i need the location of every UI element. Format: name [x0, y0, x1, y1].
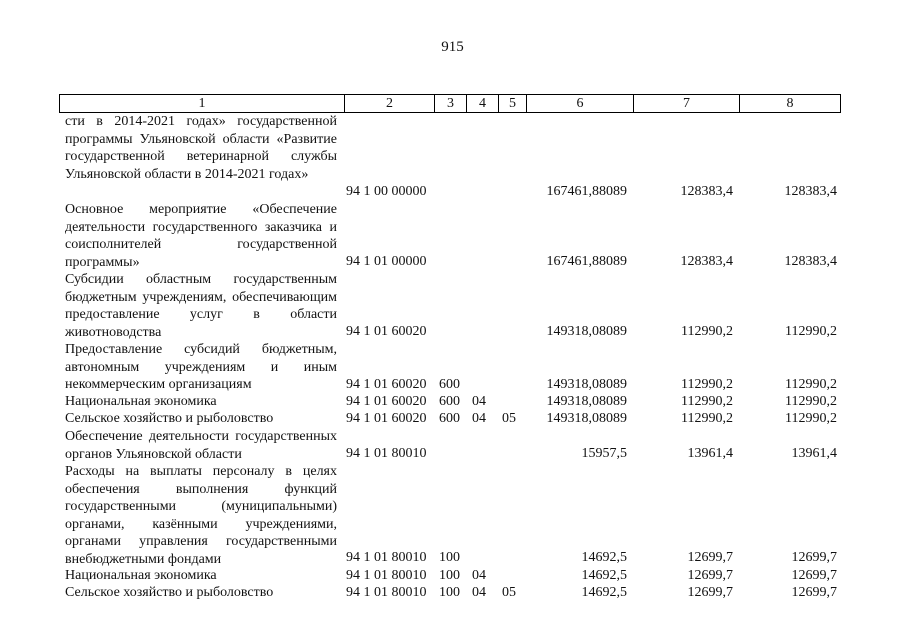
row-value-col6: 167461,88089	[546, 254, 627, 269]
header-col-4: 4	[467, 95, 499, 112]
page-number: 915	[441, 39, 464, 55]
row-description: Обеспечение деятельности государственных органов Ульяновской области	[65, 429, 337, 462]
row-target-code: 94 1 01 60020	[346, 377, 427, 392]
row-target-code: 94 1 01 80010	[346, 585, 427, 600]
row-description: Сельское хозяйство и рыболовство	[65, 585, 274, 600]
row-value-col7: 128383,4	[680, 254, 733, 269]
row-value-col6: 14692,5	[581, 585, 627, 600]
row-value-col8: 12699,7	[791, 585, 837, 600]
header-col-5: 5	[499, 95, 527, 112]
row-subsection: 05	[502, 585, 516, 600]
row-value-col6: 167461,88089	[546, 184, 627, 199]
row-value-col6: 14692,5	[581, 550, 627, 565]
row-target-code: 94 1 01 80010	[346, 446, 427, 461]
row-description: Национальная экономика	[65, 394, 217, 409]
row-expense-type: 600	[439, 411, 460, 426]
row-value-col6: 149318,08089	[546, 324, 627, 339]
row-value-col7: 112990,2	[681, 377, 733, 392]
row-value-col8: 128383,4	[784, 254, 837, 269]
row-value-col6: 149318,08089	[546, 377, 627, 392]
row-description: Предоставление субсидий бюджетным, автономным учреждениям и иным некоммерческим организациям	[65, 342, 337, 392]
row-expense-type: 600	[439, 394, 460, 409]
row-section: 04	[472, 568, 486, 583]
row-description: Субсидии областным государственным бюджетным учреждениям, обеспечивающим предоставление услуг в области животноводства	[65, 272, 337, 340]
row-value-col7: 12699,7	[687, 585, 733, 600]
row-description: Национальная экономика	[65, 568, 217, 583]
row-value-col6: 14692,5	[581, 568, 627, 583]
row-expense-type: 100	[439, 550, 460, 565]
row-target-code: 94 1 00 00000	[346, 184, 427, 199]
row-description: сти в 2014-2021 годах» государственной программы Ульяновской области «Развитие государственной ветеринарной службы Ульяновской области в 2014-2021 годах»	[65, 114, 337, 182]
row-expense-type: 600	[439, 377, 460, 392]
header-col-6: 6	[527, 95, 634, 112]
row-value-col7: 128383,4	[680, 184, 733, 199]
row-value-col7: 112990,2	[681, 411, 733, 426]
header-col-8: 8	[786, 96, 794, 111]
row-value-col8: 112990,2	[785, 394, 837, 409]
row-expense-type: 100	[439, 568, 460, 583]
header-col-7: 7	[634, 95, 740, 112]
row-value-col8: 12699,7	[791, 568, 837, 583]
row-value-col6: 149318,08089	[546, 394, 627, 409]
row-expense-type: 100	[439, 585, 460, 600]
header-col-1: 1	[60, 95, 345, 112]
row-target-code: 94 1 01 60020	[346, 394, 427, 409]
header-col-2: 2	[345, 95, 435, 112]
row-section: 04	[472, 411, 486, 426]
row-value-col7: 13961,4	[687, 446, 733, 461]
row-value-col7: 12699,7	[687, 568, 733, 583]
row-description: Основное мероприятие «Обеспечение деятельности государственного заказчика и соисполнителей государственной программы»	[65, 202, 337, 270]
row-target-code: 94 1 01 60020	[346, 411, 427, 426]
row-value-col8: 112990,2	[785, 377, 837, 392]
header-col-3: 3	[435, 95, 467, 112]
row-value-col7: 112990,2	[681, 394, 733, 409]
row-target-code: 94 1 01 00000	[346, 254, 427, 269]
row-target-code: 94 1 01 60020	[346, 324, 427, 339]
row-value-col6: 15957,5	[581, 446, 627, 461]
row-value-col8: 112990,2	[785, 411, 837, 426]
row-value-col6: 149318,08089	[546, 411, 627, 426]
row-value-col8: 128383,4	[784, 184, 837, 199]
row-value-col8: 112990,2	[785, 324, 837, 339]
row-section: 04	[472, 585, 486, 600]
row-value-col8: 13961,4	[791, 446, 837, 461]
row-target-code: 94 1 01 80010	[346, 568, 427, 583]
row-description: Сельское хозяйство и рыболовство	[65, 411, 274, 426]
row-value-col7: 12699,7	[687, 550, 733, 565]
row-description: Расходы на выплаты персоналу в целях обеспечения выполнения функций государственными (муниципальными) органами, казёнными учреждениями, органами управления государственными внебюджетными фондами	[65, 464, 337, 567]
row-section: 04	[472, 394, 486, 409]
row-target-code: 94 1 01 80010	[346, 550, 427, 565]
row-subsection: 05	[502, 411, 516, 426]
row-value-col7: 112990,2	[681, 324, 733, 339]
table-header-row	[59, 94, 841, 113]
row-value-col8: 12699,7	[791, 550, 837, 565]
